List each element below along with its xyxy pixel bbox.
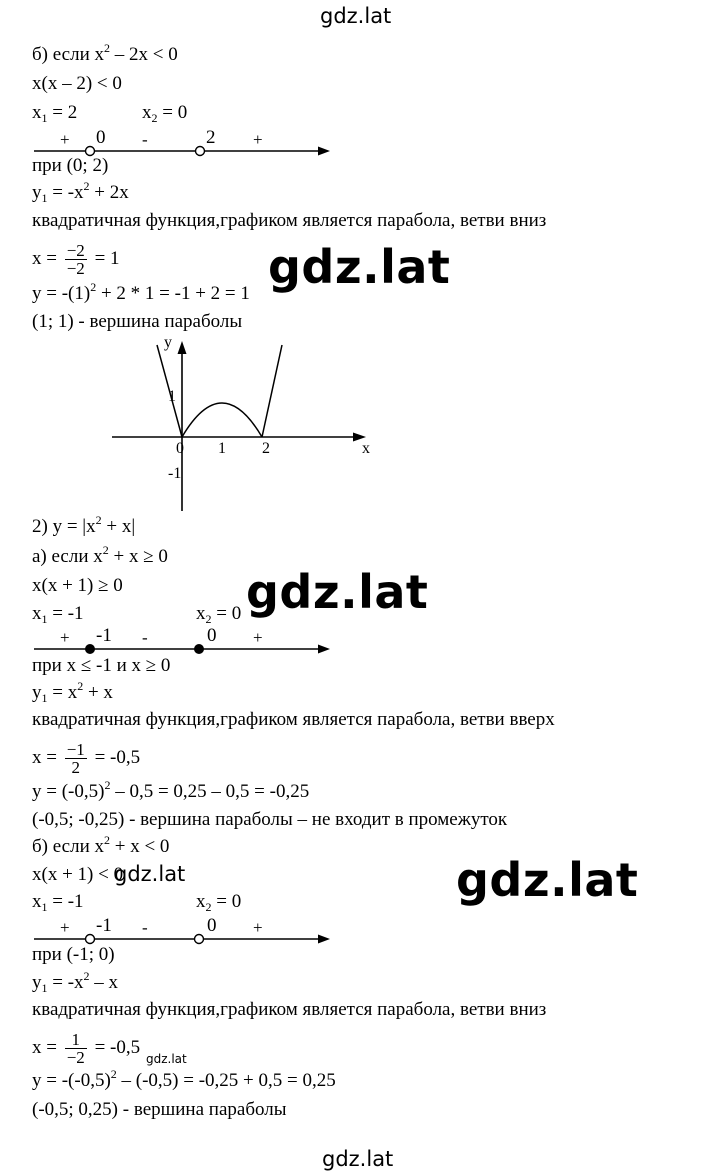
vertex-point-2: (-0,5; -0,25) - вершина параболы – не входит в промежуток bbox=[32, 809, 508, 830]
x-axis-label: x bbox=[362, 440, 370, 457]
function-y1-3: $y_1 = -x^2 - x$ bbox=[32, 969, 119, 995]
watermark-big-2: gdz.lat bbox=[246, 565, 429, 619]
vertex-y-formula-3: $y = -(-0,5)^2 - (-0,5) = -0,25 + 0,5 = 0,25$ bbox=[32, 1067, 336, 1091]
sign-minus-3: - bbox=[142, 918, 148, 937]
case-b-condition-3: б) если $x^2 + x < 0$ bbox=[32, 833, 170, 857]
right-branch-curve bbox=[262, 345, 282, 437]
vertex-x-formula: x = $\frac{-2}{-2}$ = 1 bbox=[32, 241, 120, 278]
tick-y-1: 1 bbox=[168, 388, 176, 405]
root-x1-3: $x_1 = -1$ bbox=[32, 891, 84, 914]
tick-y-minus-1: -1 bbox=[168, 465, 182, 482]
factored-inequality-2: x(x + 1) ≥ 0 bbox=[32, 575, 123, 596]
case-b-condition: б) если $x^2 - 2x < 0$ bbox=[32, 41, 178, 65]
sign-plus-left: + bbox=[60, 130, 70, 149]
parabola-description-3: квадратичная функция,графиком является парабола, ветви вниз bbox=[32, 999, 547, 1020]
vertex-x-formula-2: x = $\frac{-1}{2}$ = -0,5 bbox=[32, 740, 141, 777]
sign-minus: - bbox=[142, 130, 148, 149]
tick-x-1: 1 bbox=[218, 440, 226, 457]
sign-plus-left-2: + bbox=[60, 628, 70, 647]
open-point-0-3 bbox=[195, 935, 204, 944]
closed-point-0 bbox=[194, 644, 204, 654]
y-axis-label: y bbox=[164, 334, 172, 351]
sign-minus-2: - bbox=[142, 628, 148, 647]
watermark-top: gdz.lat bbox=[320, 4, 392, 28]
closed-point-minus-1 bbox=[85, 644, 95, 654]
watermark-big-3: gdz.lat bbox=[456, 853, 639, 907]
vertex-point: (1; 1) - вершина параболы bbox=[32, 311, 243, 332]
point-label-minus-1-3: -1 bbox=[96, 915, 112, 936]
vertex-x-formula-3: x = $\frac{1}{-2}$ = -0,5 bbox=[32, 1030, 141, 1067]
vertex-y-formula-2: $y = (-0,5)^2 - 0,5 = 0,25 - 0,5 = -0,25$ bbox=[32, 778, 310, 802]
parabola-description: квадратичная функция,графиком является парабола, ветви вниз bbox=[32, 210, 547, 231]
sign-plus-left-3: + bbox=[60, 918, 70, 937]
root-x2: $x_2 = 0$ bbox=[142, 102, 188, 125]
point-label-minus-1: -1 bbox=[96, 625, 112, 646]
factored-inequality-3: x(x + 1) < 0 bbox=[32, 864, 124, 885]
watermark-small: gdz.lat bbox=[146, 1052, 187, 1066]
middle-arch-curve bbox=[182, 403, 262, 437]
case-a-condition: а) если $x^2 + x \ge 0$ bbox=[32, 543, 168, 567]
vertex-y-formula: $y = -(1)^2 + 2 * 1 = -1 + 2 = 1$ bbox=[32, 280, 250, 304]
root-x2-3: $x_2 = 0$ bbox=[196, 891, 242, 914]
sign-plus-right: + bbox=[253, 130, 263, 149]
point-label-0: 0 bbox=[96, 127, 106, 148]
interval-text: при (0; 2) bbox=[32, 155, 109, 176]
factored-inequality: x(x – 2) < 0 bbox=[32, 73, 122, 94]
function-abs-title: 2) $y = |x^2 + x|$ bbox=[32, 513, 136, 537]
parabola-graph bbox=[0, 333, 720, 523]
watermark-big-1: gdz.lat bbox=[268, 240, 451, 294]
root-x1-2: $x_1 = -1$ bbox=[32, 603, 84, 626]
point-label-0-2: 0 bbox=[207, 625, 217, 646]
interval-text-2: при x ≤ -1 и x ≥ 0 bbox=[32, 655, 171, 676]
sign-plus-right-2: + bbox=[253, 628, 263, 647]
sign-plus-right-3: + bbox=[253, 918, 263, 937]
watermark-mid: gdz.lat bbox=[114, 862, 186, 886]
root-x1: $x_1 = 2$ bbox=[32, 102, 78, 125]
parabola-description-2: квадратичная функция,графиком является парабола, ветви вверх bbox=[32, 709, 555, 730]
function-y1-2: $y_1 = x^2 + x$ bbox=[32, 679, 113, 705]
interval-text-3: при (-1; 0) bbox=[32, 944, 115, 965]
function-y1: $y_1 = -x^2 + 2x$ bbox=[32, 179, 129, 205]
watermark-bottom: gdz.lat bbox=[322, 1147, 394, 1171]
vertex-point-3: (-0,5; 0,25) - вершина параболы bbox=[32, 1099, 287, 1120]
root-x2-2: $x_2 = 0$ bbox=[196, 603, 242, 626]
open-point-2 bbox=[196, 147, 205, 156]
point-label-2: 2 bbox=[206, 127, 216, 148]
tick-x-2: 2 bbox=[262, 440, 270, 457]
tick-x-0: 0 bbox=[176, 440, 184, 457]
open-point-minus-1 bbox=[86, 935, 95, 944]
point-label-0-3: 0 bbox=[207, 915, 217, 936]
